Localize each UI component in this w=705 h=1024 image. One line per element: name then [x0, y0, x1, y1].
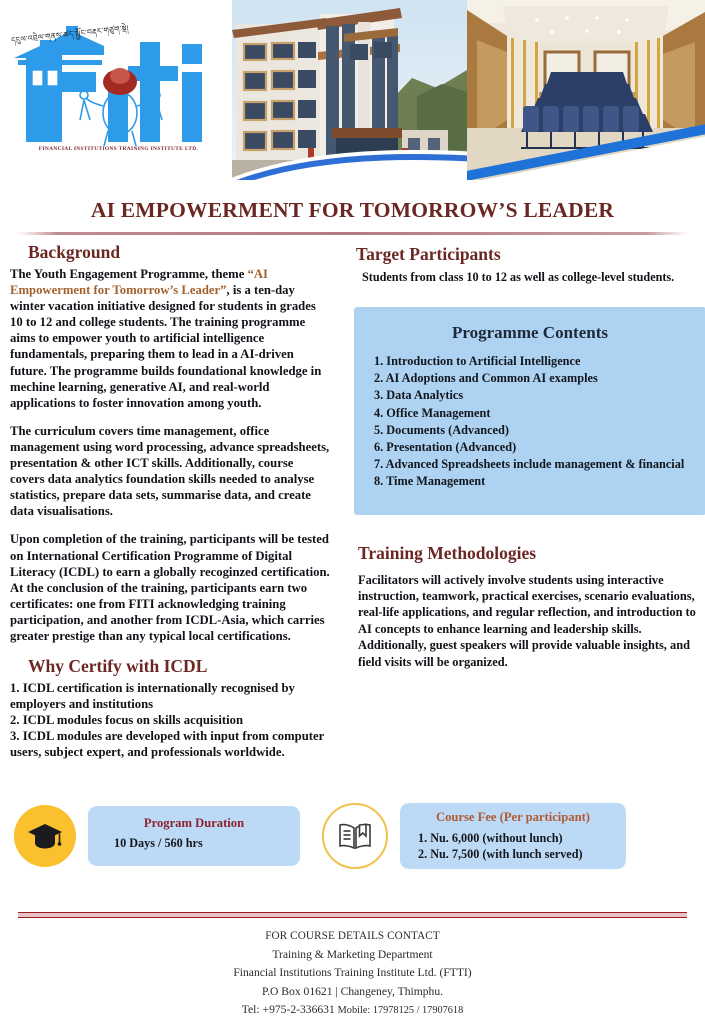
theme-quote: “AI Empowerment for Tomorrow’s Leader” — [10, 267, 268, 298]
footer-divider — [18, 912, 687, 918]
list-item: 4. Office Management — [374, 405, 491, 420]
list-item: 6. Presentation (Advanced) — [374, 440, 517, 455]
program-duration-value: 10 Days / 560 hrs — [114, 836, 203, 850]
list-item: 7. Advanced Spreadsheets include management & financial — [374, 457, 685, 472]
open-book-icon — [322, 803, 388, 869]
poster-header — [0, 0, 705, 180]
footer-telephone: Tel: +975-2-336631 — [241, 1003, 338, 1016]
course-fee-card — [400, 803, 626, 869]
list-item: 3. ICDL modules are developed with input from computer users, subject expert, and professionals worldwide. — [10, 729, 325, 760]
footer-mobile: Mobile: 17978125 / 17907618 — [337, 1005, 464, 1016]
page-title: AI EMPOWERMENT FOR TOMORROW’S LEADER — [90, 198, 615, 222]
duration-card-group — [14, 805, 300, 867]
fiti-logo — [0, 0, 232, 180]
auditorium-photo — [467, 0, 705, 180]
left-column — [0, 236, 340, 761]
program-duration-card — [88, 806, 300, 866]
list-item: 1. Introduction to Artificial Intelligence — [374, 354, 581, 368]
target-participants-heading: Target Participants — [356, 244, 501, 264]
footer-line-2: Training & Marketing Department — [272, 947, 433, 961]
footer-contact — [0, 927, 705, 1021]
content-columns — [0, 236, 705, 761]
program-duration-title: Program Duration — [143, 816, 245, 830]
list-item: 8. Time Management — [374, 474, 486, 489]
footer-line-5 — [0, 1001, 705, 1021]
list-item: 2. ICDL modules focus on skills acquisition — [10, 713, 244, 728]
logo-caption: FINANCIAL INSTITUTIONS TRAINING INSTITUTE LTD. — [38, 146, 199, 152]
list-item: 2. AI Adoptions and Common AI examples — [374, 371, 598, 386]
graduation-cap-icon — [14, 805, 76, 867]
list-item: 5. Documents (Advanced) — [374, 422, 509, 437]
background-heading: Background — [28, 242, 121, 262]
course-fee-title: Course Fee (Per participant) — [436, 810, 590, 824]
target-participants-text: Students from class 10 to 12 as well as college-level students. — [362, 270, 675, 284]
list-item: 3. Data Analytics — [374, 388, 464, 403]
fee-card-group — [322, 803, 626, 869]
title-divider — [18, 232, 687, 235]
footer-line-4: P.O Box 01621 | Changeney, Thimphu. — [261, 984, 444, 998]
footer-line-1: FOR COURSE DETAILS CONTACT — [265, 930, 440, 942]
course-fee-line-1: 1. Nu. 6,000 (without lunch) — [418, 831, 563, 845]
info-cards — [0, 803, 705, 869]
programme-contents-box — [354, 307, 705, 515]
list-item: 1. ICDL certification is internationally recognised by employers and institutions — [10, 681, 295, 712]
background-paragraph-1 — [10, 266, 330, 411]
why-certify-heading: Why Certify with ICDL — [28, 656, 208, 677]
training-methodologies-text: Facilitators will actively involve students using interactive instruction, teamwork, practical exercises, scenario evaluations, real-life applications, and regular reflection, and introduction to AI concepts to enhance learning and leadership skills. Additionally, guest speakers will provide valuable insights, and field visits will be organized. — [358, 572, 696, 669]
footer-line-3: Financial Institutions Training Institute Ltd. (FTTI) — [233, 966, 472, 979]
background-paragraph-2: The curriculum covers time management, office management using word processing, advance spreadsheets, presentation & other ICT skills. Additionally, course covers data analytics foundation skills needed to analyse statistics, prepare data sets, summarise data, and create data visualisations. — [10, 423, 330, 519]
why-certify-list — [10, 680, 330, 760]
background-p1-part2: , is a ten-day winter vacation initiative designed for students in grades 10 to 12 and college students. The training programme aims to empower youth to artificial intelligence fundamentals, preparing them to lead in a AI-driven future. The programme builds foundational knowledge in mechine learning, generative AI, and real-world applications to foster innovation among youth. — [10, 283, 322, 410]
fiti-building-photo — [232, 0, 467, 180]
course-fee-line-2: 2. Nu. 7,500 (with lunch served) — [418, 847, 583, 861]
title-section — [0, 180, 705, 235]
background-p1-part1: The Youth Engagement Programme, theme — [10, 267, 248, 281]
right-column — [340, 236, 705, 761]
background-paragraph-3: Upon completion of the training, participants will be tested on International Certification Programme of Digital Literacy (ICDL) to earn a globally recoginzed certification. At the conclusion of the training, participants earn two certificates: one from FITI acknowledging training participation, and another from ICDL-Asia, which carries greater prestige than any typical local certifications. — [10, 532, 330, 643]
programme-contents-list — [374, 353, 705, 491]
training-methodologies-heading: Training Methodologies — [358, 542, 537, 563]
programme-contents-heading: Programme Contents — [452, 323, 608, 342]
dzongkha-script-text: དངུལ་འབྲེལ་གནས་ཚད་སྦྱོང་བརྡར་གཙུག་སྡེ། — [10, 23, 130, 45]
